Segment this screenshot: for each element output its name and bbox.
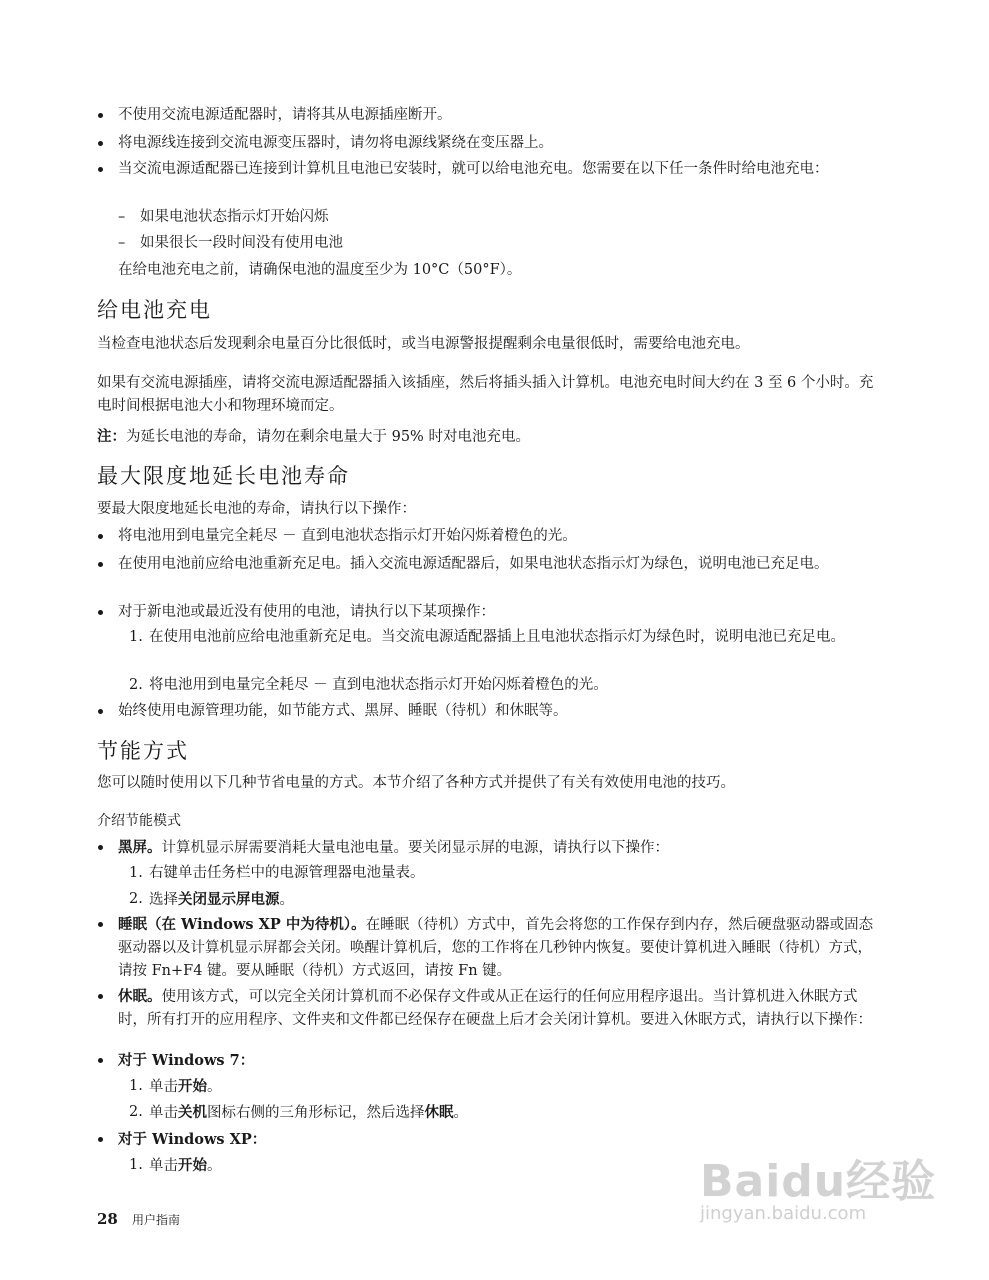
list-item: 睡眠（在 Windows XP 中为待机）。在睡眠（待机）方式中，首先会将您的工作保存到内存，然后硬盘驱动器或固态驱动器以及计算机显示屏都会关闭。唤醒计算机后，您的工作将在几秒钟内恢复。要使计算机进入睡眠（待机）方式，请按 Fn+F4 键。要从睡眠（待机）方式返回，请按 Fn 键。 <box>118 913 880 983</box>
list-item: 休眠。使用该方式，可以完全关闭计算机而不必保存文件或从正在运行的任何应用程序退出。当计算机进入休眠方式时，所有打开的应用程序、文件夹和文件都已经保存在硬盘上后才会关闭计算机。要进入休眠方式，请执行以下操作： <box>118 985 880 1032</box>
numbered-item: 2. 将电池用到电量完全耗尽 － 直到电池状态指示灯开始闪烁着橙色的光。 <box>129 677 608 693</box>
note: 注：为延长电池的寿命，请勿在剩余电量大于 95% 时对电池充电。 <box>97 428 530 445</box>
list-item: 在使用电池前应给电池重新充足电。插入交流电源适配器后，如果电池状态指示灯为绿色，说明电池已充足电。 <box>118 553 878 576</box>
watermark-logo: Baidu经验 <box>700 1156 937 1207</box>
watermark <box>700 1145 940 1235</box>
paragraph: 当检查电池状态后发现剩余电量百分比很低时，或当电源警报提醒剩余电量很低时，需要给电池充电。 <box>97 336 750 352</box>
paragraph: 如果有交流电源插座，请将交流电源适配器插入该插座，然后将插头插入计算机。电池充电时间大约在 3 至 6 个小时。充电时间根据电池大小和物理环境而定。 <box>97 375 874 414</box>
list-item: 对于 Windows 7： <box>118 1049 254 1073</box>
dash-item: – 如果很长一段时间没有使用电池 <box>118 235 343 251</box>
list-item: 始终使用电源管理功能，如节能方式、黑屏、睡眠（待机）和休眠等。 <box>118 700 568 723</box>
list-item-text: 不使用交流电源适配器时，请将其从电源插座断开。 <box>118 107 452 123</box>
numbered-item: 1. 单击开始。 <box>129 1157 222 1174</box>
paragraph: 您可以随时使用以下几种节省电量的方式。本节介绍了各种方式并提供了有关有效使用电池的技巧。 <box>97 775 735 791</box>
watermark-url: jingyan.baidu.com <box>700 1203 867 1224</box>
section-heading-power-saving: 节能方式 <box>97 739 189 763</box>
footer-title: 用户指南 <box>132 1213 181 1227</box>
numbered-item: 2. 选择关闭显示屏电源。 <box>129 891 294 908</box>
dash-item: – 如果电池状态指示灯开始闪烁 <box>118 209 329 225</box>
list-item <box>118 132 553 155</box>
list-item-text: 当交流电源适配器已连接到计算机且电池已安装时，就可以给电池充电。您需要在以下任一条件时给电池充电： <box>118 161 829 177</box>
list-item: 黑屏。计算机显示屏需要消耗大量电池电量。要关闭显示屏的电源，请执行以下操作： <box>118 836 669 860</box>
section-heading-maximize: 最大限度地延长电池寿命 <box>97 464 350 488</box>
subheading: 介绍节能模式 <box>97 813 181 829</box>
list-item <box>118 104 452 127</box>
numbered-item: 2. 单击关机图标右侧的三角形标记，然后选择休眠。 <box>129 1104 468 1121</box>
numbered-item: 1. 右键单击任务栏中的电源管理器电池量表。 <box>129 865 425 881</box>
page-number: 28 <box>97 1210 118 1228</box>
numbered-item: 1. 在使用电池前应给电池重新充足电。当交流电源适配器插上且电池状态指示灯为绿色时，说明电池已充足电。 <box>129 629 845 645</box>
section-heading-charge: 给电池充电 <box>97 298 212 322</box>
list-item: 将电池用到电量完全耗尽 － 直到电池状态指示灯开始闪烁着橙色的光。 <box>118 525 577 548</box>
numbered-item: 1. 单击开始。 <box>129 1078 222 1095</box>
list-item-text: 将电源线连接到交流电源变压器时，请勿将电源线紧绕在变压器上。 <box>118 135 553 151</box>
note-label: 注： <box>97 428 126 445</box>
list-item: 对于新电池或最近没有使用的电池，请执行以下某项操作： <box>118 601 495 624</box>
list-item <box>118 158 878 181</box>
intro-note: 在给电池充电之前，请确保电池的温度至少为 10°C（50°F）。 <box>118 262 522 278</box>
list-item: 对于 Windows XP： <box>118 1128 266 1152</box>
paragraph: 要最大限度地延长电池的寿命，请执行以下操作： <box>97 501 416 517</box>
